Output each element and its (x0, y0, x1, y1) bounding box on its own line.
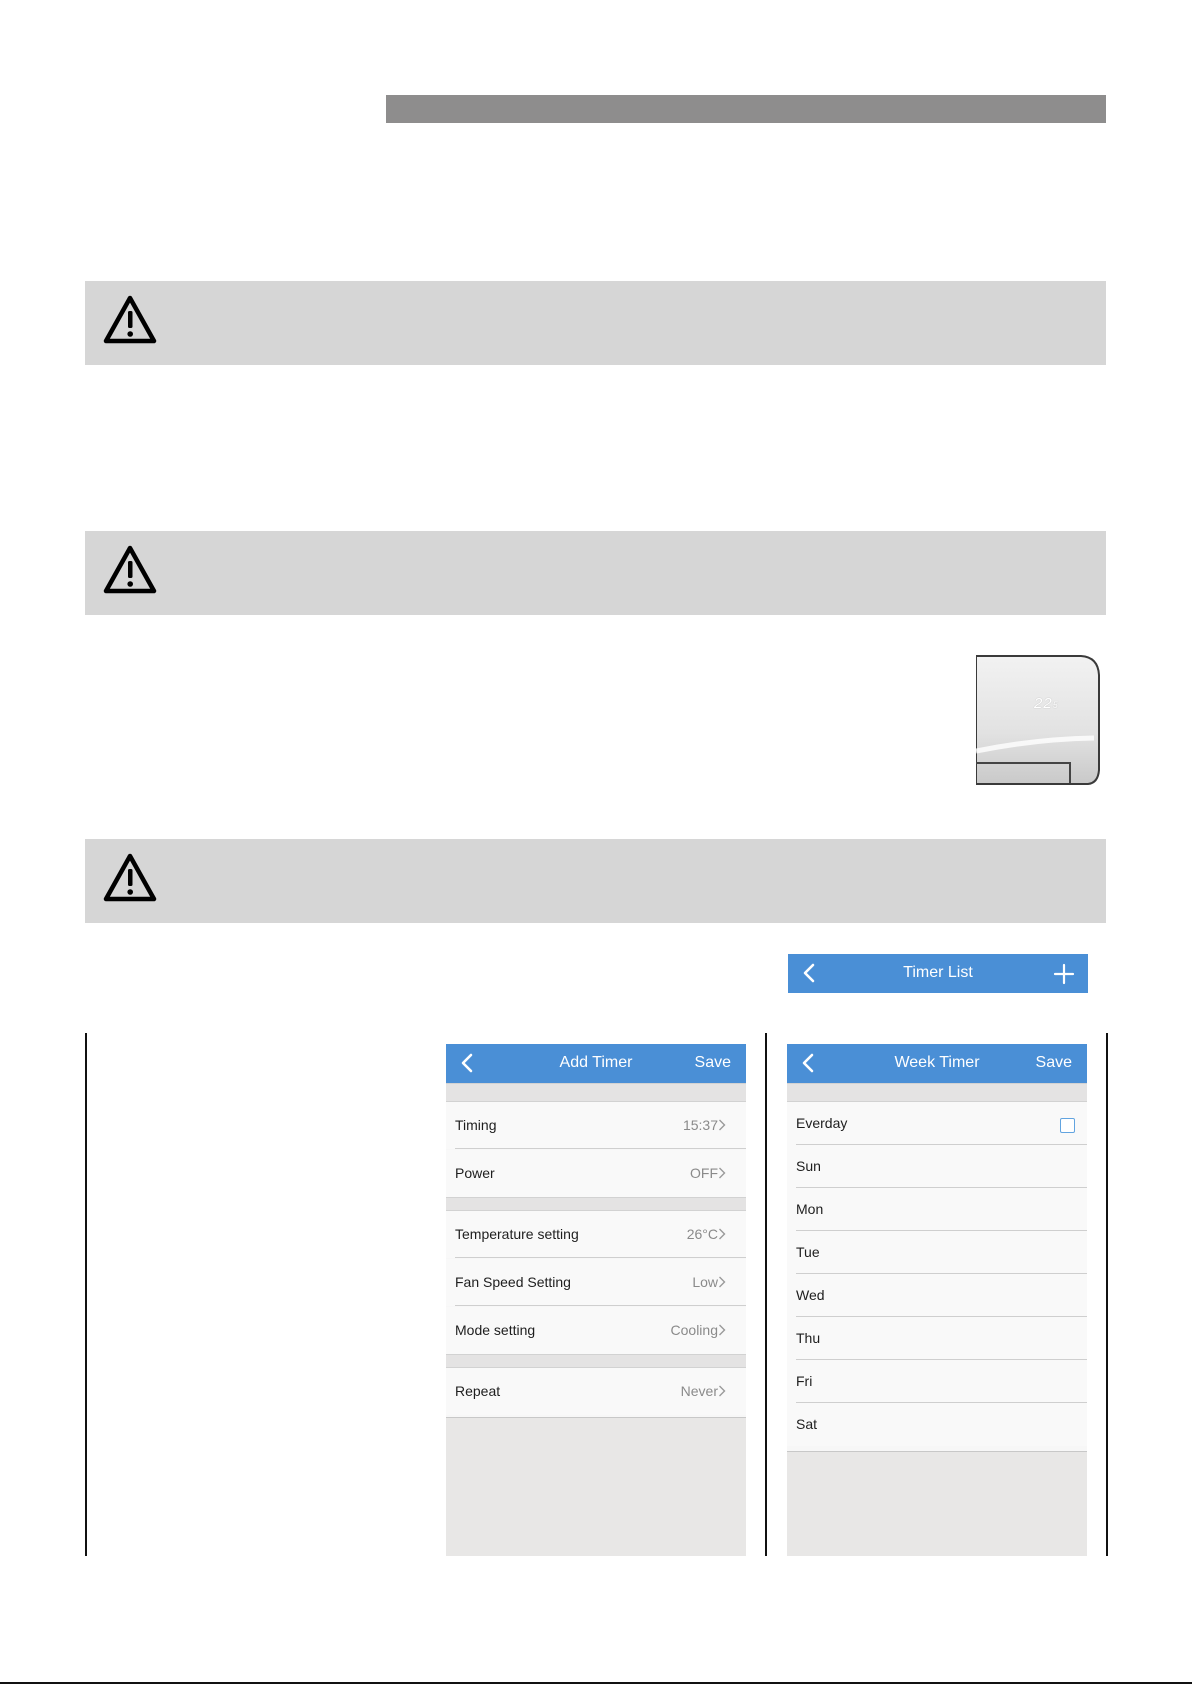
day-label: Everday (796, 1115, 848, 1131)
chevron-right-icon (718, 1276, 726, 1288)
warning-box-2 (85, 531, 1106, 615)
day-label: Tue (796, 1244, 820, 1260)
add-timer-screen (446, 1044, 746, 1556)
row-label: Repeat (455, 1383, 501, 1399)
chevron-right-icon (718, 1385, 726, 1397)
mode-setting-row[interactable] (446, 1307, 746, 1354)
power-row[interactable] (446, 1150, 746, 1197)
frame-line-left (85, 1033, 87, 1556)
day-row-thu[interactable] (787, 1317, 1087, 1360)
day-label: Sun (796, 1158, 821, 1174)
chevron-right-icon (718, 1324, 726, 1336)
day-label: Mon (796, 1201, 824, 1217)
day-row-wed[interactable] (787, 1274, 1087, 1317)
day-label: Wed (796, 1287, 825, 1303)
chevron-right-icon (718, 1228, 726, 1240)
air-conditioner-illustration (976, 655, 1101, 785)
day-row-sun[interactable] (787, 1145, 1087, 1188)
warning-triangle-icon (103, 853, 157, 903)
group-separator (787, 1083, 1087, 1102)
empty-area (787, 1451, 1087, 1556)
frame-line-middle (765, 1033, 767, 1556)
timer-list-title: Timer List (903, 964, 973, 981)
repeat-row[interactable] (446, 1368, 746, 1415)
day-label: Sat (796, 1416, 818, 1432)
group-separator (446, 1197, 746, 1211)
chevron-right-icon (718, 1167, 726, 1179)
plus-icon[interactable] (1052, 962, 1076, 986)
save-button[interactable]: Save (1035, 1054, 1072, 1071)
save-button[interactable]: Save (694, 1054, 731, 1071)
temperature-setting-row[interactable] (446, 1211, 746, 1258)
add-timer-title: Add Timer (559, 1054, 633, 1071)
warning-triangle-icon (103, 545, 157, 595)
row-label: Mode setting (455, 1322, 536, 1338)
row-label: Fan Speed Setting (455, 1274, 571, 1290)
timing-row[interactable] (446, 1102, 746, 1149)
warning-box-1 (85, 281, 1106, 365)
empty-area (446, 1417, 746, 1556)
row-value: Low (692, 1274, 718, 1290)
row-label: Power (455, 1165, 495, 1181)
chevron-right-icon (718, 1119, 726, 1131)
day-row-mon[interactable] (787, 1188, 1087, 1231)
timer-list-navbar (788, 954, 1088, 993)
row-value: 26°C (686, 1226, 718, 1242)
row-value: OFF (690, 1165, 718, 1181)
add-timer-navbar (446, 1044, 746, 1083)
day-label: Fri (796, 1373, 813, 1389)
day-row-sat[interactable] (787, 1403, 1087, 1446)
row-label: Timing (455, 1117, 497, 1133)
week-timer-title: Week Timer (894, 1054, 980, 1071)
group-separator (446, 1354, 746, 1368)
fan-speed-setting-row[interactable] (446, 1259, 746, 1306)
footer-rule (0, 1682, 1192, 1684)
everyday-checkbox[interactable] (1060, 1118, 1075, 1133)
day-row-everyday[interactable] (787, 1102, 1087, 1145)
day-row-fri[interactable] (787, 1360, 1087, 1403)
ac-temperature-readout: 225 (1034, 695, 1059, 712)
week-timer-navbar (787, 1044, 1087, 1083)
section-header-bar (386, 95, 1106, 123)
row-label: Temperature setting (455, 1226, 579, 1242)
row-value: Never (680, 1383, 718, 1399)
row-value: Cooling (670, 1322, 718, 1338)
warning-box-3 (85, 839, 1106, 923)
week-timer-screen (787, 1044, 1087, 1556)
frame-line-right (1106, 1033, 1108, 1556)
day-row-tue[interactable] (787, 1231, 1087, 1274)
group-separator (446, 1083, 746, 1102)
day-label: Thu (796, 1330, 821, 1346)
row-value: 15:37 (682, 1117, 718, 1133)
warning-triangle-icon (103, 295, 157, 345)
